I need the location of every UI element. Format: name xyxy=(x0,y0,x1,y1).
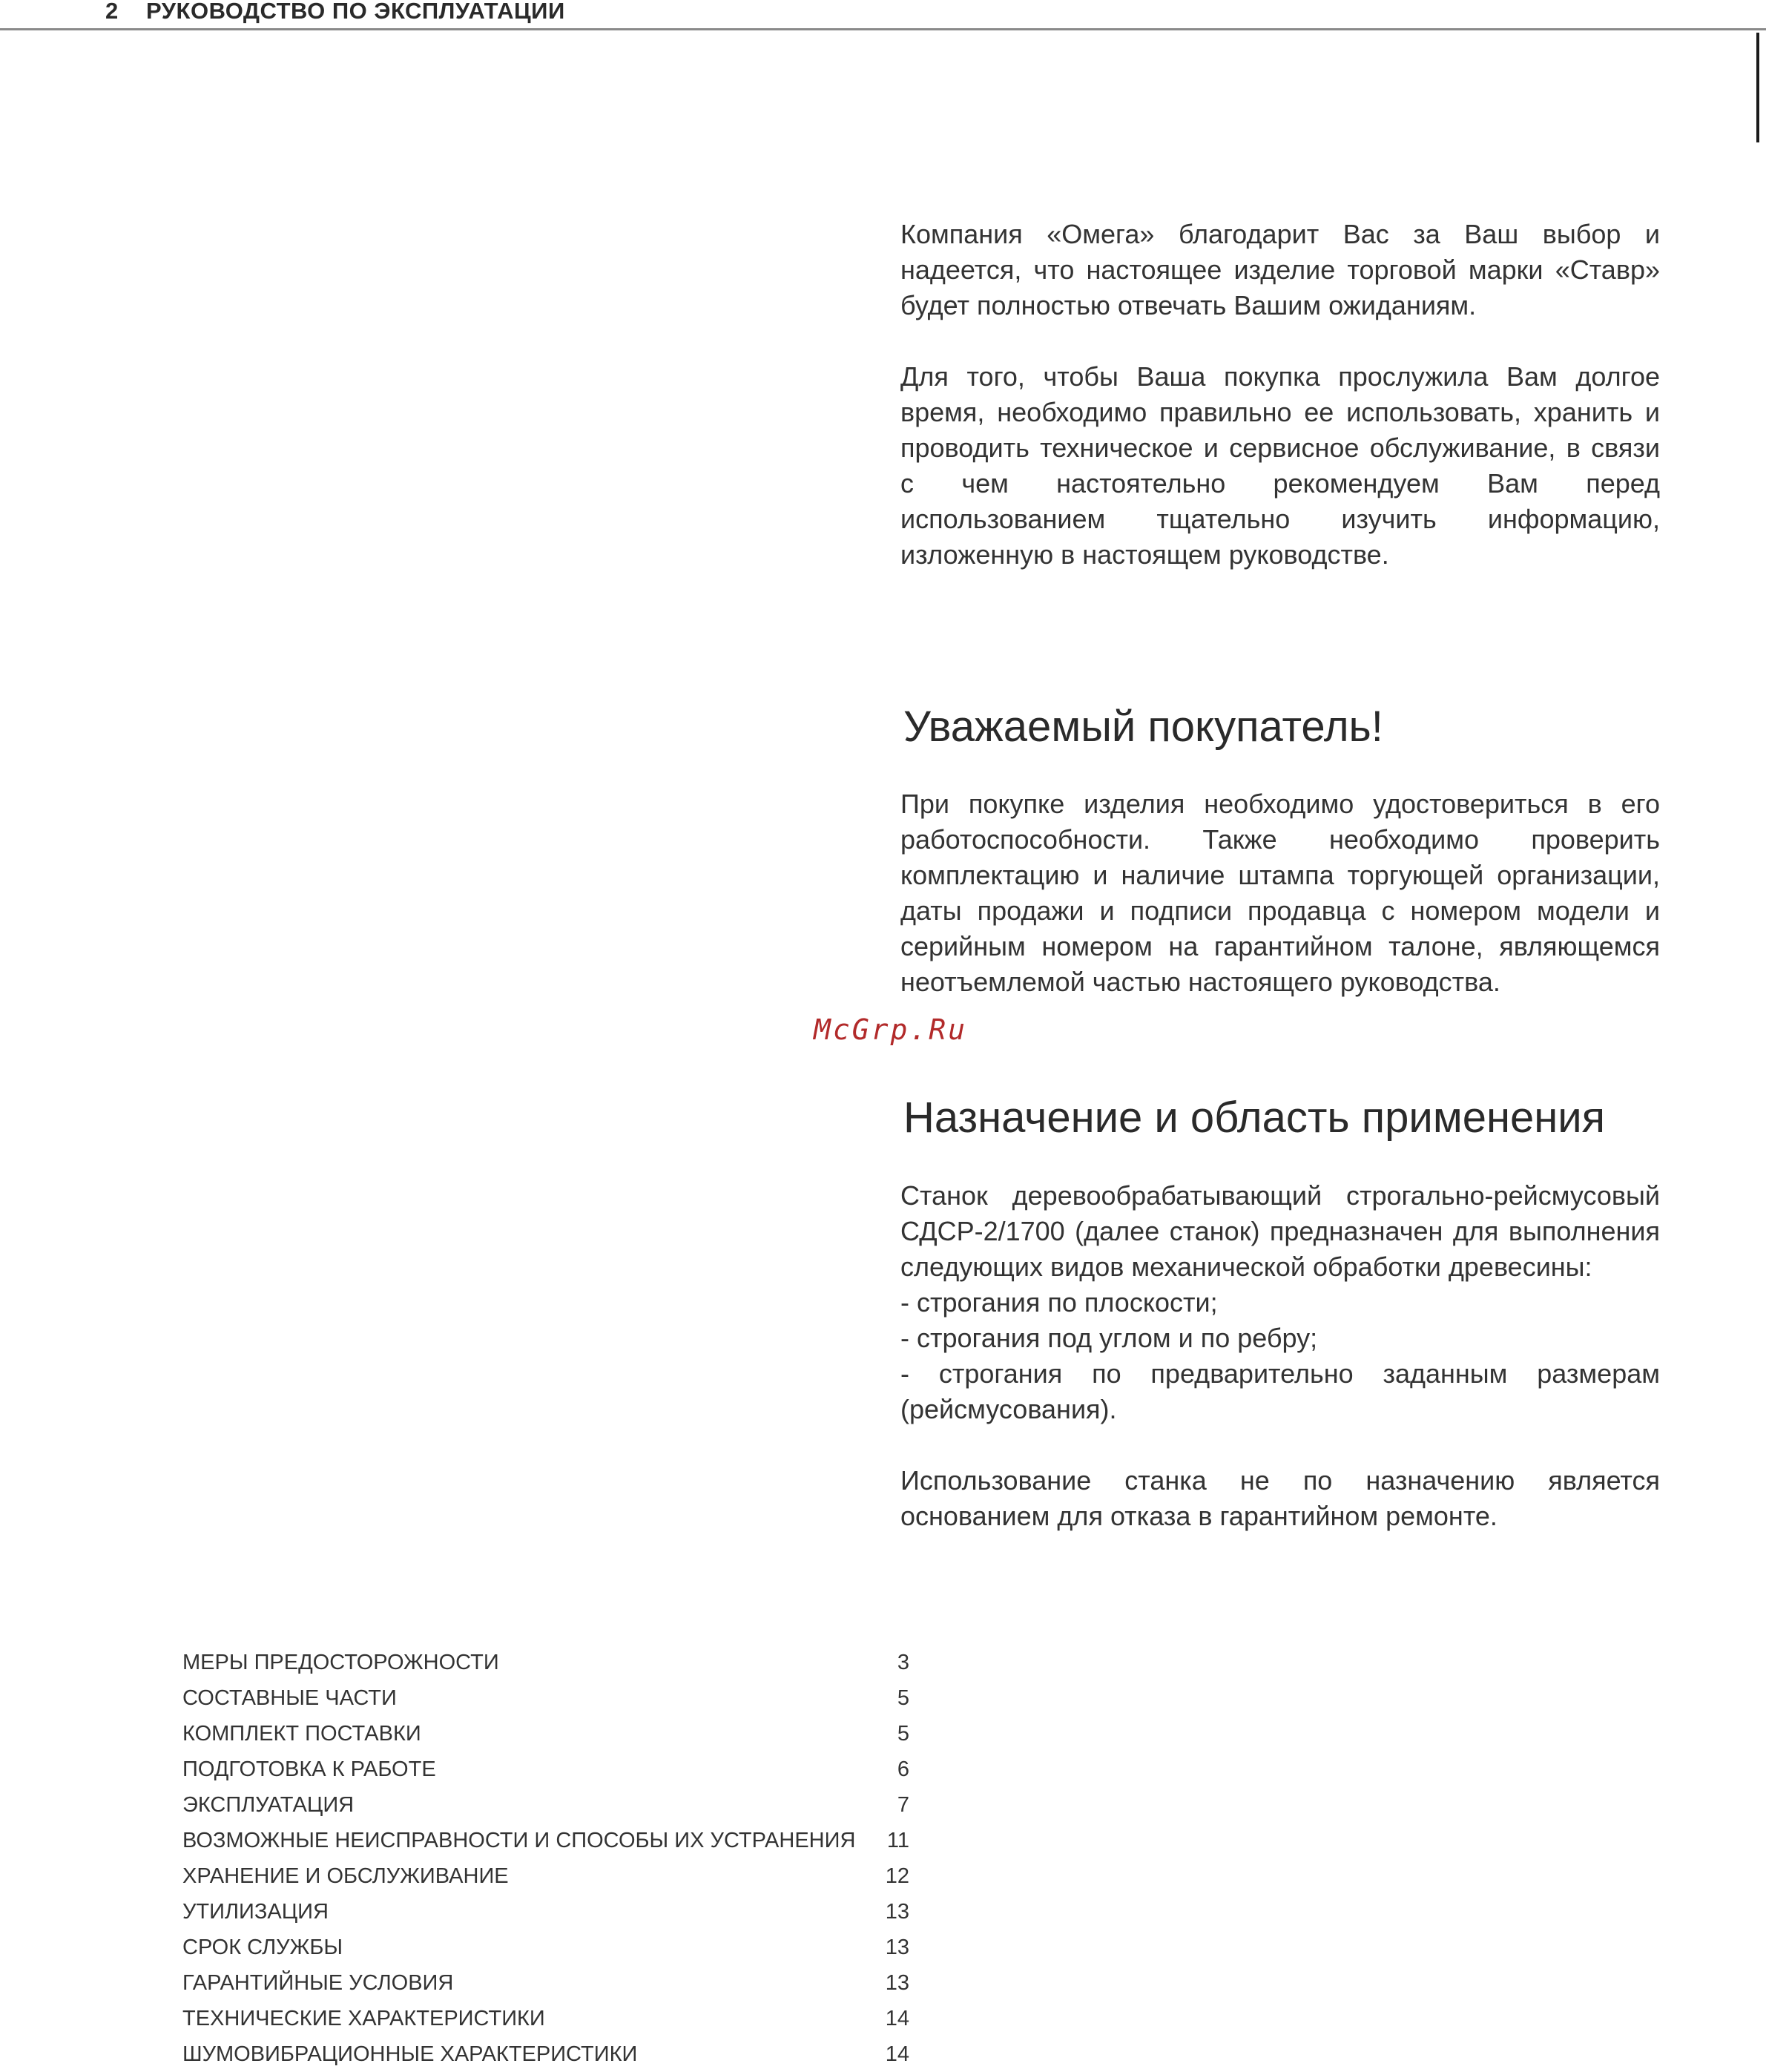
purpose-list-item: - строгания по предварительно заданным размерам (рейсмусования). xyxy=(900,1358,1660,1424)
page-edge-marker xyxy=(1756,33,1759,142)
toc-entry[interactable] xyxy=(182,1823,909,1858)
toc-entry-title: ПОДГОТОВКА К РАБОТЕ xyxy=(182,1757,436,1781)
purpose-list-item: - строгания по плоскости; xyxy=(900,1287,1218,1318)
toc-entry-page: 14 xyxy=(885,2007,909,2030)
toc-entry[interactable] xyxy=(182,1752,909,1787)
toc-entry-page: 14 xyxy=(885,2042,909,2066)
toc-entry-page: 13 xyxy=(885,1935,909,1959)
toc-entry[interactable] xyxy=(182,1680,909,1716)
toc-entry-page: 13 xyxy=(885,1900,909,1924)
purpose-list-item: - строгания под углом и по ребру; xyxy=(900,1323,1318,1353)
intro-paragraph-1: Компания «Омега» благодарит Вас за Ваш выбор и надеется, что настоящее изделие торговой марки «Ставр» будет полностью отвечать Вашим ожиданиям. xyxy=(900,219,1660,320)
page-header xyxy=(0,0,1766,30)
toc-entry-title: ТЕХНИЧЕСКИЕ ХАРАКТЕРИСТИКИ xyxy=(182,2007,545,2030)
toc-entry-title: СРОК СЛУЖБЫ xyxy=(182,1935,343,1959)
toc-entry-page: 7 xyxy=(897,1793,909,1817)
toc-entry-page: 13 xyxy=(885,1971,909,1995)
watermark: McGrp.Ru xyxy=(814,1013,968,1046)
toc-entry[interactable] xyxy=(182,1930,909,1965)
toc-entry-page: 11 xyxy=(886,1829,909,1852)
toc-entry-title: ШУМОВИБРАЦИОННЫЕ ХАРАКТЕРИСТИКИ xyxy=(182,2042,638,2066)
toc-entry-title: СОСТАВНЫЕ ЧАСТИ xyxy=(182,1686,397,1710)
toc-entry[interactable] xyxy=(182,2001,909,2036)
toc-entry[interactable] xyxy=(182,1716,909,1752)
toc-entry[interactable] xyxy=(182,1787,909,1823)
toc-entry-title: ГАРАНТИЙНЫЕ УСЛОВИЯ xyxy=(182,1971,454,1995)
toc-entry-page: 5 xyxy=(897,1686,909,1710)
intro-paragraph-2: Для того, чтобы Ваша покупка прослужила Вам долгое время, необходимо правильно ее использовать, хранить и проводить техническое и сервисное обслуживание, в связи с чем настоятельно рекомендуем Вам перед использованием тщательно изучить информацию, изложенную в настоящем руководстве. xyxy=(900,361,1660,570)
toc-entry-title: КОМПЛЕКТ ПОСТАВКИ xyxy=(182,1722,421,1746)
toc-entry[interactable] xyxy=(182,2036,909,2072)
toc-entry-page: 6 xyxy=(897,1757,909,1781)
toc-entry-title: МЕРЫ ПРЕДОСТОРОЖНОСТИ xyxy=(182,1651,499,1674)
section-heading-dear-customer: Уважаемый покупатель! xyxy=(903,703,1383,751)
toc-entry-title: ХРАНЕНИЕ И ОБСЛУЖИВАНИЕ xyxy=(182,1864,509,1888)
toc-entry-page: 5 xyxy=(897,1722,909,1746)
toc-entry[interactable] xyxy=(182,1894,909,1930)
document-title: РУКОВОДСТВО ПО ЭКСПЛУАТАЦИИ xyxy=(146,0,565,24)
toc-entry-title: ВОЗМОЖНЫЕ НЕИСПРАВНОСТИ И СПОСОБЫ ИХ УСТРАНЕНИЯ xyxy=(182,1829,856,1852)
toc-entry[interactable] xyxy=(182,1645,909,1680)
dear-customer-paragraph: При покупке изделия необходимо удостовериться в его работоспособности. Также необходимо проверить комплектацию и наличие штампа торгующей организации, даты продажи и подписи продавца с номером модели и серийным номером на гарантийном талоне, являющемся неотъемлемой частью настоящего руководства. xyxy=(900,789,1660,997)
toc-entry[interactable] xyxy=(182,1858,909,1894)
purpose-warning-paragraph: Использование станка не по назначению является основанием для отказа в гарантийном ремонте. xyxy=(900,1465,1660,1531)
toc-entry-page: 3 xyxy=(897,1651,909,1674)
toc-entry-title: ЭКСПЛУАТАЦИЯ xyxy=(182,1793,355,1817)
toc-entry-title: УТИЛИЗАЦИЯ xyxy=(182,1900,329,1924)
section-heading-purpose: Назначение и область применения xyxy=(903,1093,1606,1142)
page-number: 2 xyxy=(105,0,119,24)
toc-entry-page: 12 xyxy=(885,1864,909,1888)
purpose-paragraph: Станок деревообрабатывающий строгально-рейсмусовый СДСР-2/1700 (далее станок) предназначен для выполнения следующих видов механической обработки древесины: - строгания по плоскости; - строгания под углом и по ребру; - строгания по предварительно заданным размерам (рейсмусования). xyxy=(900,1178,1660,1427)
table-of-contents xyxy=(182,1645,909,2072)
toc-entry[interactable] xyxy=(182,1965,909,2001)
